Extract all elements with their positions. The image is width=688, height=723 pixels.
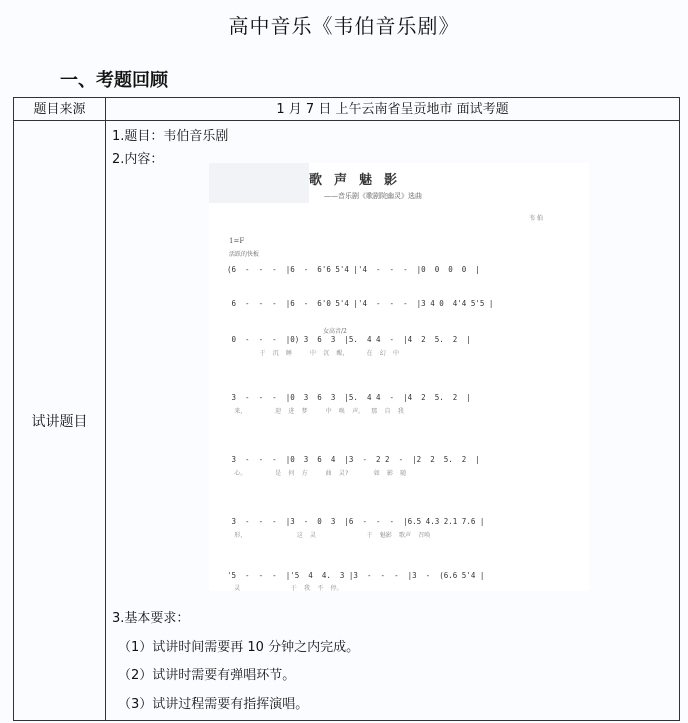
score-author: 韦 伯	[529, 215, 543, 222]
score-lyrics: 形， 这 灵 于 魅影 歌声 召唤	[227, 532, 431, 539]
score-subtitle: ——音乐剧《歌剧院幽灵》选曲	[324, 192, 422, 200]
sheet-music-image	[209, 163, 589, 591]
table-header-row	[14, 98, 680, 121]
score-row: 0 - - - |0) 3 6 3 |5. 4 4 - |4 2 5. 2 |	[227, 335, 471, 344]
score-tempo: 活跃的快板	[229, 251, 260, 258]
row-content-cell	[106, 121, 680, 721]
content-wrapper	[106, 121, 679, 720]
score-lyrics: 灵 于 我 不 停。	[227, 585, 343, 592]
table-body-row	[14, 121, 680, 721]
score-title: 歌声魅影	[308, 173, 409, 188]
score-lyrics: 于 沉 睡 中 沉 醒， 在 幻 中	[227, 350, 399, 357]
score-lyrics: 心。 是 何 方 曲 灵? 如 影 随	[227, 470, 407, 477]
header-source-label: 题目来源	[14, 98, 106, 121]
requirement-item: （3）试讲过程需要有指挥演唱。	[118, 697, 309, 712]
section-heading: 一、考题回顾	[60, 70, 168, 91]
content-label: 2.内容：	[112, 152, 164, 167]
score-row: (6 - - - |6 - 6'6 5'4 |'4 - - - |0 0 0 0 |	[227, 265, 480, 274]
score-row: 3 - - - |3 - 0 3 |6 - - - |6.5 4.3 2.1 7.6 |	[227, 517, 485, 526]
score-voice-marking: 女高音/2	[323, 328, 347, 335]
requirement-item: （1）试讲时间需要再 10 分钟之内完成。	[118, 640, 360, 655]
page-title: 高中音乐《韦伯音乐剧》	[228, 14, 460, 38]
score-key: 1=F	[229, 237, 245, 245]
score-row: 3 - - - |0 3 6 3 |5. 4 4 - |4 2 5. 2 |	[227, 393, 471, 402]
header-source-value: 1 月 7 日 上午云南省呈贡地市 面试考题	[106, 98, 680, 121]
requirement-item: （2）试讲时需要有弹唱环节。	[118, 668, 296, 683]
score-row: 3 - - - |0 3 6 4 |3 - 2 2 - |2 2 5. 2 |	[227, 455, 480, 464]
topic-line: 1.题目：韦伯音乐剧	[112, 129, 229, 144]
requirements-label: 3.基本要求：	[112, 611, 190, 626]
row-label-topic: 试讲题目	[14, 121, 106, 721]
score-row: 6 - - - |6 - 6'0 5'4 |'4 - - - |3 4 0 4'4 5'5 |	[227, 299, 494, 308]
exam-table	[13, 97, 680, 721]
score-lyrics: 来， 迎 进 梦 中 唤 声。 那 自 我	[227, 408, 404, 415]
score-row: '5 - - - |'5 4 4. 3 |3 - - - |3 - (6.6 5'4 |	[227, 571, 485, 580]
